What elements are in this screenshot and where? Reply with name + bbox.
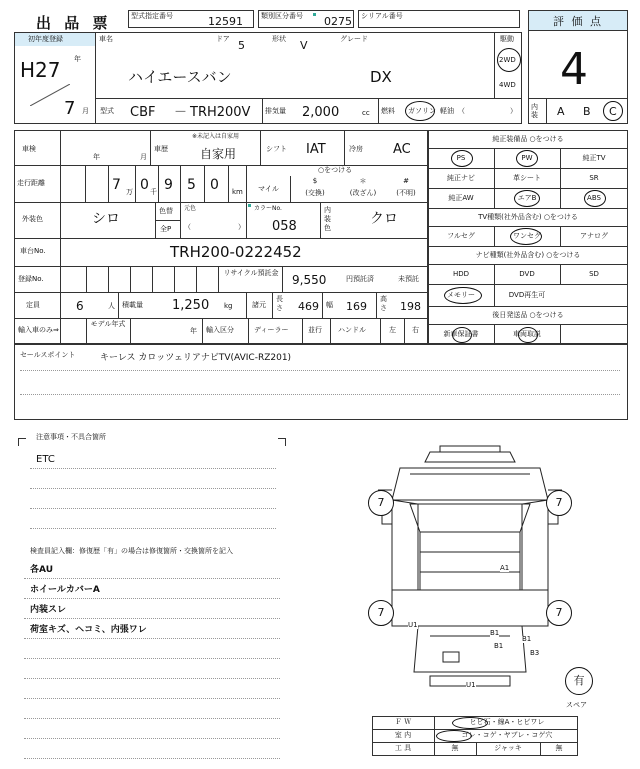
mileage-digit-4: 5 (187, 177, 196, 193)
drive-2wd: 2WD (499, 56, 516, 64)
equip-pw: PW (521, 154, 533, 162)
reg-year-unit: 年 (74, 55, 81, 63)
later-title: 後日発送品 ○をつける (492, 311, 564, 319)
inspector-line-1: 各AU (30, 565, 53, 575)
displacement-label: 排気量 (265, 107, 286, 115)
model-no-value: 12591 (208, 15, 243, 28)
inspection-month-unit: 月 (140, 153, 147, 161)
displacement-value: 2,000 (302, 105, 340, 120)
length-label: 長さ (276, 295, 283, 312)
paren-open: （ (458, 107, 465, 115)
rating-value: 4 (560, 44, 588, 95)
interior-a: A (557, 105, 565, 118)
reg-year: H27 (20, 58, 61, 82)
recycle-unpaid: 未預託 (398, 275, 419, 283)
damage-b3: B3 (530, 649, 540, 657)
handle-label: ハンドル (338, 326, 366, 334)
import-year-unit: 年 (190, 327, 197, 335)
door-label: ドア (216, 35, 230, 43)
fw-value: ヒビ石・線A・ヒビワレ (469, 718, 545, 726)
handle-left: 左 (389, 326, 396, 334)
circle-note: ○をつける (318, 166, 353, 174)
displacement-unit: cc (362, 109, 370, 117)
car-diagram (370, 440, 570, 690)
car-name: ハイエースバン (128, 68, 232, 86)
room-value: ゴレ・コゲ・ヤブレ・コゲ穴 (461, 731, 553, 739)
capacity-value: 6 (76, 299, 84, 313)
mileage-digit-5: 0 (210, 177, 219, 193)
recycle-unit: 円預託済 (346, 275, 374, 283)
tv-oneseg: ワンセグ (513, 232, 541, 240)
reg-month-unit: 月 (82, 107, 89, 115)
height-value: 198 (400, 300, 421, 313)
damage-u1-left: U1 (408, 621, 418, 629)
sales-point-value: キーレス カロッツェリアナビTV(AVIC-RZ201) (100, 353, 292, 363)
shape-value: V (300, 39, 308, 52)
mile-opt3-sym: # (403, 177, 409, 185)
later-manual: 車両取説 (513, 330, 541, 338)
damage-b1-c: B1 (494, 642, 504, 650)
shape-label: 形状 (272, 35, 286, 43)
inspection-label: 車検 (22, 145, 36, 153)
dealer-option: ディーラー (254, 326, 289, 334)
drive-label: 駆動 (500, 35, 514, 43)
mileage-digit-3: 9 (164, 177, 173, 193)
orig-paren-close: ） (238, 223, 245, 231)
fuel-label: 燃料 (381, 107, 395, 115)
equip-abs: ABS (587, 194, 601, 202)
interior-b: B (583, 105, 591, 118)
capacity-label: 定員 (26, 301, 40, 309)
inspector-line-2: ホイールカバーA (30, 585, 100, 595)
sales-point-label: セールスポイント (20, 351, 76, 359)
tv-analog: アナログ (580, 232, 608, 240)
navi-dvd: DVD (519, 270, 535, 278)
type-code: TRH200V (190, 105, 251, 120)
spare-value: 有 (573, 674, 585, 687)
equip-ps: PS (456, 154, 466, 162)
type-dash: － (174, 105, 188, 120)
equip-leather: 革シート (513, 174, 541, 182)
type-prefix: CBF (130, 105, 156, 120)
inspector-line-4: 荷室キズ、ヘコミ、内張ワレ (30, 625, 147, 635)
color-no-label: カラーNo. (254, 205, 282, 212)
interior-label: 内装 (531, 103, 538, 119)
first-reg-label: 初年度登録 (28, 35, 63, 43)
load-label: 積載量 (122, 301, 143, 309)
equip-tv: 純正TV (582, 154, 606, 162)
model-year-label: モデル年式 (90, 320, 126, 328)
color-change-label: 色替 (159, 207, 173, 215)
notes-line-1: ETC (36, 454, 55, 465)
mile-opt3: (不明) (396, 189, 416, 197)
inspector-title: 検査員記入欄：修復歴「有」の場合は修復箇所・交換箇所を記入 (30, 547, 233, 555)
equipment-title: 純正装備品 ○をつける (492, 135, 564, 143)
import-label: 輸入車のみ⇒ (18, 326, 59, 334)
interior-color-value: クロ (370, 211, 398, 227)
load-value: 1,250 (172, 298, 210, 313)
later-warranty: 新車保証書 (443, 330, 479, 338)
mile-label: マイル (258, 185, 279, 193)
exterior-label: 外装色 (22, 215, 43, 223)
mile-opt2: (改ざん) (349, 189, 377, 197)
inspection-year-unit: 年 (93, 153, 100, 161)
equip-aw: 純正AW (448, 194, 474, 202)
tools-label: 工 具 (394, 744, 412, 752)
shift-value: IAT (306, 142, 326, 157)
marker-dot (248, 204, 251, 207)
original-color-label: 元色 (184, 205, 197, 212)
type-label: 型式 (100, 107, 114, 115)
mile-opt1: (交換) (305, 189, 325, 197)
rating-label: 評 価 点 (553, 15, 603, 28)
dims-label: 諸元 (252, 301, 266, 309)
tire-front-left: 7 (377, 496, 385, 509)
chassis-label: 車台No. (20, 247, 46, 255)
spare-label: スペア (566, 701, 587, 709)
car-name-label: 車名 (99, 35, 113, 43)
reg-no-label: 登録No. (18, 275, 44, 283)
tv-title: TV種類(社外品含む) ○をつける (478, 213, 578, 221)
recycle-label-1: リサイクル預託金 (223, 269, 279, 277)
mileage-km: km (232, 188, 243, 196)
navi-memory: メモリー (447, 291, 475, 299)
inspector-line-3: 内装スレ (30, 605, 67, 615)
mile-opt1-sym: $ (312, 177, 318, 185)
color-no-value: 058 (272, 219, 297, 234)
equip-navi: 純正ナビ (447, 174, 475, 182)
jack-label: ジャッキ (494, 744, 522, 752)
all-p-label: 全P (160, 225, 172, 233)
grade-value: DX (370, 68, 392, 86)
tv-fullseg: フルセグ (447, 232, 475, 240)
interior-c: C (609, 105, 617, 118)
fw-selected-circle (452, 717, 488, 729)
recycle-value: 9,550 (292, 273, 327, 287)
jack-none: 無 (555, 744, 563, 752)
form-title: 出 品 票 (36, 14, 112, 32)
mile-opt2-sym: ＊ (359, 177, 367, 185)
height-label: 高さ (380, 295, 387, 312)
navi-sd: SD (589, 270, 599, 278)
width-value: 169 (346, 300, 367, 313)
navi-title: ナビ種類(社外品含む) ○をつける (475, 251, 581, 259)
room-label: 室 内 (394, 731, 412, 739)
history-value: 自家用 (200, 147, 237, 161)
tire-rear-left: 7 (377, 606, 385, 619)
mileage-sen: 千 (150, 188, 157, 196)
mileage-label: 走行距離 (17, 179, 45, 187)
damage-a1: A1 (500, 564, 510, 572)
mileage-man: 万 (126, 188, 133, 196)
equip-airbag: エアB (517, 194, 537, 202)
damage-u1-bottom: U1 (466, 681, 476, 689)
category-label: 類別区分番号 (261, 12, 303, 20)
shift-label: シフト (266, 145, 287, 153)
interior-color-label: 内装色 (324, 206, 331, 232)
width-label: 幅 (326, 301, 333, 309)
handle-right: 右 (412, 326, 419, 334)
parallel-option: 並行 (308, 326, 322, 334)
door-value: 5 (238, 39, 245, 52)
paren-close: ） (510, 107, 517, 115)
load-unit: kg (224, 302, 233, 310)
diesel-label: 軽油 (440, 107, 454, 115)
exterior-value: シロ (92, 211, 120, 227)
tire-front-right: 7 (555, 496, 563, 509)
navi-dvd-play: DVD再生可 (508, 291, 546, 299)
drive-4wd: 4WD (499, 81, 516, 89)
mileage-digit-2: 0 (140, 177, 149, 193)
mileage-digit-1: 7 (112, 177, 121, 193)
ac-label: 冷房 (349, 145, 363, 153)
ac-value: AC (393, 142, 411, 157)
serial-label: シリアル番号 (361, 12, 403, 20)
history-note: ※未記入は自家用 (192, 133, 240, 140)
history-label: 車歴 (154, 145, 168, 153)
capacity-unit: 人 (108, 302, 115, 310)
model-no-label: 型式指定番号 (131, 12, 173, 20)
marker-dot (313, 13, 316, 16)
grade-label: グレード (340, 35, 368, 43)
tire-rear-right: 7 (555, 606, 563, 619)
room-selected-circle (436, 730, 472, 742)
tools-none: 無 (451, 744, 459, 752)
fuel-value: ガソリン (408, 107, 436, 115)
orig-paren-open: （ (184, 223, 191, 231)
navi-hdd: HDD (452, 270, 470, 278)
import-class-label: 輸入区分 (206, 326, 234, 334)
reg-month: 7 (64, 98, 76, 119)
length-value: 469 (298, 300, 319, 313)
chassis-value: TRH200-0222452 (170, 243, 302, 261)
notes-title: 注意事項・不具合箇所 (36, 433, 106, 441)
category-value: 0275 (324, 15, 352, 28)
fw-label: Ｆ Ｗ (394, 718, 412, 726)
damage-b1-b: B1 (522, 635, 532, 643)
equip-sr: SR (589, 174, 599, 182)
damage-b1-a: B1 (490, 629, 500, 637)
